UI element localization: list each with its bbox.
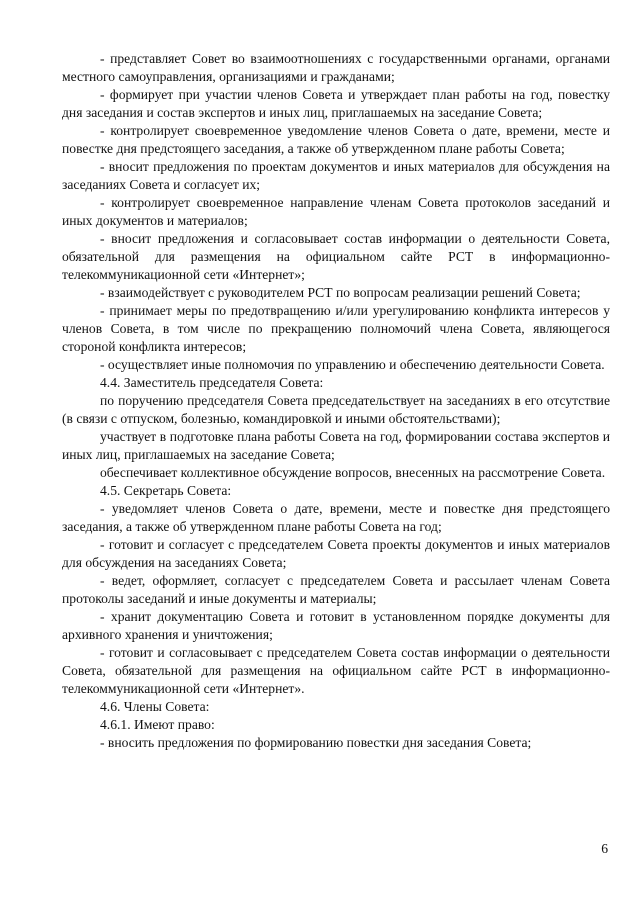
section-heading-4-5: 4.5. Секретарь Совета: [100, 483, 232, 498]
paragraph: - готовит и согласовывает с председателем Совета состав информации о деятельности Совета, обязательной для размещения на официальном сайте РСТ в информационно-телекоммуникационной сети «Интернет». [62, 645, 610, 696]
paragraph: обеспечивает коллективное обсуждение вопросов, внесенных на рассмотрение Совета. [100, 465, 606, 480]
paragraph: - вносить предложения по формированию повестки дня заседания Совета; [100, 735, 532, 750]
paragraph: - формирует при участии членов Совета и утверждает план работы на год, повестку дня заседания и состав экспертов и иных лиц, приглашаемых на заседание Совета; [62, 87, 610, 120]
section-heading-4-6: 4.6. Члены Совета: [100, 699, 210, 714]
paragraph: - принимает меры по предотвращению и/или урегулированию конфликта интересов у членов Совета, в том числе по прекращению полномочий члена Совета, являющегося стороной конфликта интересов; [62, 303, 610, 354]
paragraph: - взаимодействует с руководителем РСТ по вопросам реализации решений Совета; [100, 285, 581, 300]
paragraph: - уведомляет членов Совета о дате, времени, месте и повестке дня предстоящего заседания, а также об утвержденном плане работы Совета на год; [62, 501, 610, 534]
section-heading-4-4: 4.4. Заместитель председателя Совета: [100, 375, 324, 390]
paragraph: по поручению председателя Совета председательствует на заседаниях в его отсутствие (в связи с отпуском, болезнью, командировкой и иными обстоятельствами); [62, 393, 610, 426]
paragraph: - осуществляет иные полномочия по управлению и обеспечению деятельности Совета. [100, 357, 605, 372]
paragraph: - ведет, оформляет, согласует с председателем Совета и рассылает членам Совета протоколы заседаний и иные документы и материалы; [62, 573, 610, 606]
paragraph: - контролирует своевременное направление членам Совета протоколов заседаний и иных документов и материалов; [62, 195, 610, 228]
paragraph: - представляет Совет во взаимоотношениях с государственными органами, органами местного самоуправления, организациями и гражданами; [62, 51, 610, 84]
document-page [62, 50, 610, 752]
paragraph: - вносит предложения по проектам документов и иных материалов для обсуждения на заседаниях Совета и согласует их; [62, 159, 610, 192]
paragraph: - готовит и согласует с председателем Совета проекты документов и иных материалов для обсуждения на заседаниях Совета; [62, 537, 610, 570]
paragraph: - вносит предложения и согласовывает состав информации о деятельности Совета, обязательной для размещения на официальном сайте РСТ в информационно-телекоммуникационной сети «Интернет»; [62, 231, 610, 282]
paragraph: - контролирует своевременное уведомление членов Совета о дате, времени, месте и повестке дня предстоящего заседания, а также об утвержденном плане работы Совета; [62, 123, 610, 156]
subsection-heading-4-6-1: 4.6.1. Имеют право: [100, 717, 215, 732]
paragraph: участвует в подготовке плана работы Совета на год, формировании состава экспертов и иных лиц, приглашаемых на заседание Совета; [62, 429, 610, 462]
page-number: 6 [601, 841, 608, 856]
paragraph: - хранит документацию Совета и готовит в установленном порядке документы для архивного хранения и уничтожения; [62, 609, 610, 642]
